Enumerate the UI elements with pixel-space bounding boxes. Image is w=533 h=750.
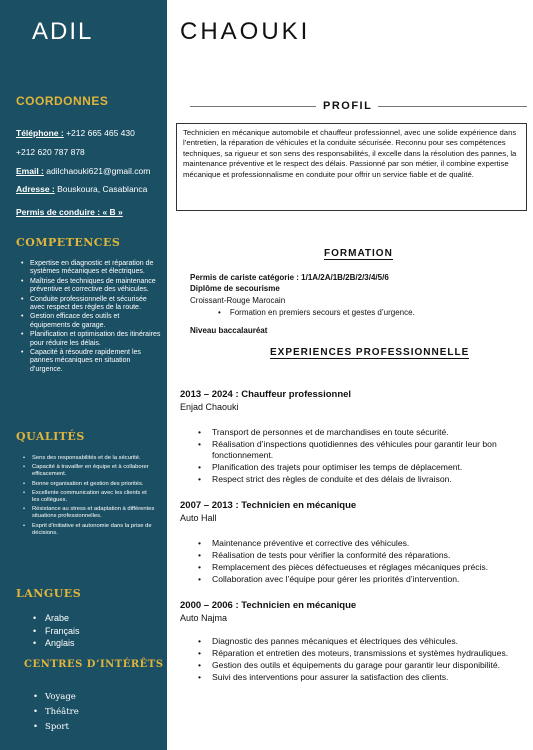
job-duty: • Remplacement des pièces défectueuses et réglages mécaniques précis. [198,562,520,573]
qualites-heading: QUALITÉS [16,430,85,443]
first-name: ADIL [32,18,94,45]
competence-item: • Gestion efficace des outils et équipements de garage. [21,313,161,330]
phone-2: +212 620 787 878 [16,147,85,157]
email-label: Email : [16,166,44,176]
qualite-item: • Bonne organisation et gestion des priorités. [23,481,155,488]
email-line [16,166,150,176]
job-title: 2000 – 2006 : Technicien en mécanique [180,600,357,611]
permis-conduire: Permis de conduire : « B » [16,207,123,217]
langue-item: • Français [33,625,80,638]
job-duties-list [198,427,520,486]
sidebar [0,0,167,750]
job-title: 2013 – 2024 : Chauffeur professionnel [180,389,352,400]
qualites-list [23,455,155,539]
qualite-item: • Résistance au stress et adaptation à différentes situations professionnelles. [23,506,155,520]
competence-item: • Maîtrise des techniques de maintenance préventive et corrective des véhicules. [21,278,161,295]
job-title: 2007 – 2013 : Technicien en mécanique [180,500,357,511]
competence-item: • Capacité à résoudre rapidement les pannes mécaniques en situation d’urgence. [21,349,161,374]
langues-heading: LANGUES [16,587,82,600]
phone-1: +212 665 465 430 [66,128,135,138]
job-duty: • Planification des trajets pour optimiser les temps de déplacement. [198,462,520,473]
job-duties-list [198,636,520,684]
interet-item: • Sport [33,720,79,735]
qualite-item: • Esprit d’initiative et autonomie dans la prise de décisions. [23,523,155,537]
adresse-label: Adresse : [16,184,55,194]
qualite-item: • Excellente communication avec les clients et les collègues. [23,490,155,504]
profil-divider-left [190,106,316,107]
langues-list [33,612,80,650]
job-duty: • Respect strict des règles de conduite et des délais de livraison. [198,474,520,485]
job-duty: • Collaboration avec l’équipe pour gérer les priorités d’intervention. [198,574,520,585]
job-company: Auto Hall [180,513,217,523]
organisme-formation: Croissant-Rouge Marocain [190,296,286,305]
job-company: Enjad Chaouki [180,402,239,412]
langue-item: • Anglais [33,637,80,650]
adresse-line [16,184,147,194]
last-name: CHAOUKI [180,18,311,45]
profil-divider-right [378,106,527,107]
telephone-label: Téléphone : [16,128,64,138]
job-duty: • Maintenance préventive et corrective des véhicules. [198,538,520,549]
job-duty: • Réalisation d’inspections quotidiennes des véhicules pour garantir leur bon fonctionnement. [198,439,520,460]
langue-item: • Arabe [33,612,80,625]
job-duty: • Diagnostic des pannes mécaniques et électriques des véhicules. [198,636,520,647]
experiences-heading: EXPERIENCES PROFESSIONNELLE [270,347,470,358]
profil-box [176,123,527,211]
adresse-value: Bouskoura, Casablanca [57,184,148,194]
job-duty: • Réparation et entretien des moteurs, transmissions et systèmes hydrauliques. [198,648,520,659]
interets-heading: CENTRES D’INTÉRÊTS [24,659,164,670]
interets-list [33,690,79,735]
competence-item: • Planification et optimisation des itinéraires pour réduire les délais. [21,331,161,348]
diplome-secourisme: Diplôme de secourisme [190,284,280,293]
job-company: Auto Najma [180,613,228,623]
permis-line [16,207,123,217]
competences-heading: COMPETENCES [16,236,121,249]
job-duty: • Réalisation de tests pour vérifier la conformité des réparations. [198,550,520,561]
competence-item: • Conduite professionnelle et sécurisée avec respect des règles de la route. [21,296,161,313]
coordonnees-heading: COORDONNES [16,94,109,108]
formation-heading: FORMATION [324,248,393,259]
job-duties-list [198,538,520,586]
permis-cariste: Permis de cariste catégorie : 1/1A/2A/1B/2B/2/3/4/5/6 [190,273,389,282]
qualite-item: • Sens des responsabilités et de la sécurité. [23,455,155,462]
qualite-item: • Capacité à travailler en équipe et à collaborer efficacement. [23,464,155,478]
phone-line-1 [16,128,135,138]
profil-heading: PROFIL [323,100,373,112]
formation-detail-item [218,308,415,317]
job-duty: • Transport de personnes et de marchandises en toute sécurité. [198,427,520,438]
competences-list [21,260,161,375]
job-duty: • Gestion des outils et équipements du garage pour garantir leur disponibilité. [198,660,520,671]
interet-item: • Théâtre [33,705,79,720]
interet-item: • Voyage [33,690,79,705]
job-duty: • Suivi des interventions pour assurer la satisfaction des clients. [198,672,520,683]
email-link[interactable]: adilchaouki621@gmail.com [46,166,151,176]
competence-item: • Expertise en diagnostic et réparation de systèmes mécaniques et électriques. [21,260,161,277]
formation-detail: Formation en premiers secours et gestes d’urgence. [229,308,415,317]
profil-text: Technicien en mécanique automobile et chauffeur professionnel, avec une solide expérience dans l’entretien, la réparation de véhicules et la conduite sécurisée. Reconnu pour ses compétences techniques, sa rigueur et son sens des responsabilités, il excelle dans la résolution des pannes, la maintenance préventive et le respect des délais. Passionné par son métier, il combine expertise mécanique et professionnalisme en conduite pour offrir un service fiable et de qualité. [183,128,517,179]
niveau-etude: Niveau baccalauréat [190,326,268,335]
bullet-icon: • [218,308,221,317]
